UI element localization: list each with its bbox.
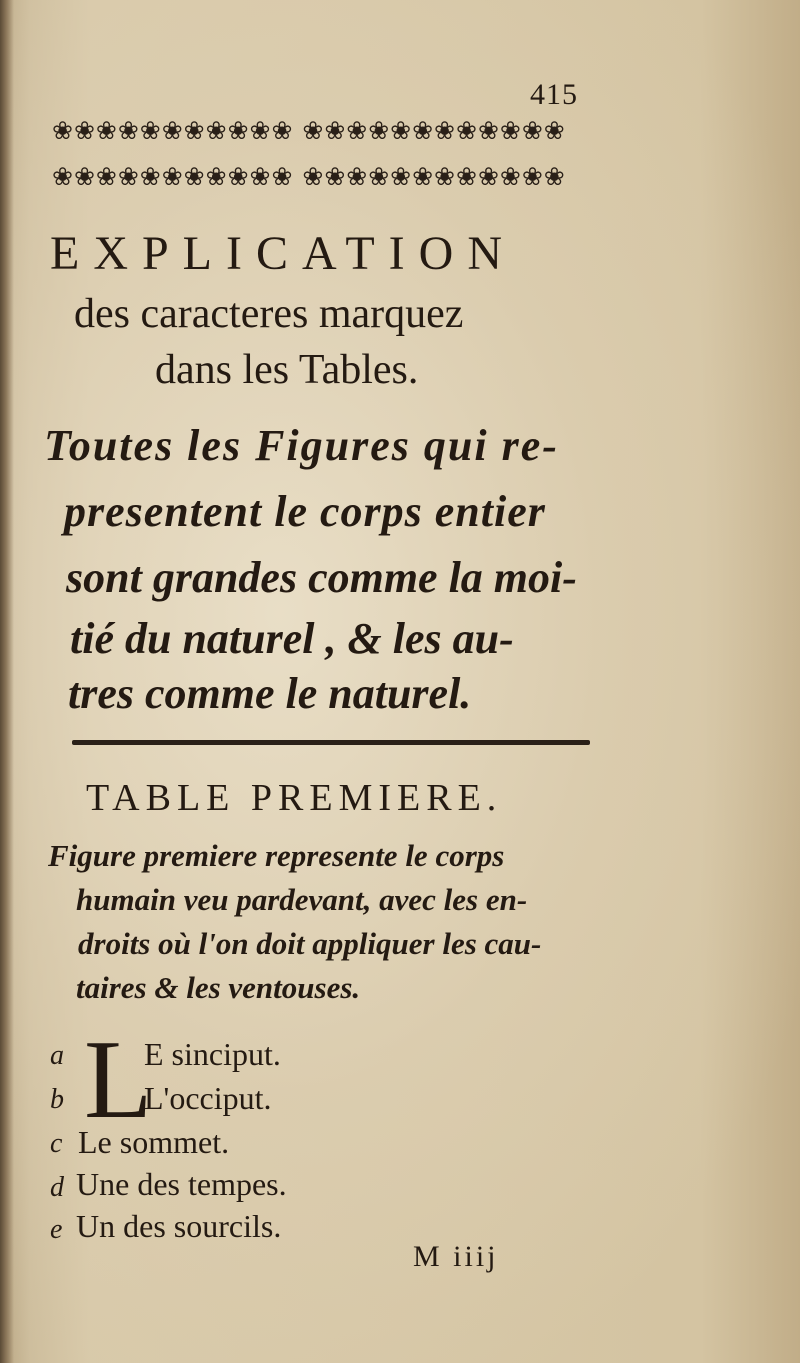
- intro-line: Toutes les Figures qui re-: [44, 421, 559, 470]
- signature-mark: M iiij: [413, 1240, 499, 1273]
- page-number: 415: [530, 78, 578, 111]
- description-line: taires & les ventouses.: [76, 970, 361, 1005]
- chapter-title: EXPLICATION: [50, 227, 516, 280]
- entry-key: c: [50, 1128, 63, 1159]
- book-spine-shadow: [0, 0, 14, 1363]
- table-heading: TABLE PREMIERE.: [86, 777, 503, 819]
- drop-cap: L: [84, 1018, 153, 1142]
- intro-line: tié du naturel , & les au-: [70, 614, 514, 663]
- entry-text: E sinciput.: [144, 1036, 281, 1072]
- entry-key: d: [50, 1172, 64, 1203]
- chapter-subtitle-line-2: dans les Tables.: [155, 347, 419, 393]
- intro-line: tres comme le naturel.: [68, 669, 472, 718]
- entry-text: Un des sourcils.: [76, 1208, 282, 1244]
- entry-text: Une des tempes.: [76, 1166, 287, 1202]
- description-line: droits où l'on doit appliquer les cau-: [78, 926, 542, 961]
- entry-text: L'occiput.: [144, 1080, 272, 1116]
- entry-key: a: [50, 1040, 64, 1071]
- intro-line: sont grandes comme la moi-: [66, 553, 577, 602]
- entry-key: e: [50, 1214, 63, 1245]
- description-line: humain veu pardevant, avec les en-: [76, 882, 528, 917]
- horizontal-rule: [72, 740, 590, 745]
- ornament-band-bottom: ❀❀❀❀❀❀❀❀❀❀❀ ❀❀❀❀❀❀❀❀❀❀❀❀: [52, 162, 566, 191]
- entry-text: Le sommet.: [78, 1124, 230, 1160]
- entry-key: b: [50, 1084, 64, 1115]
- description-line: Figure premiere represente le corps: [48, 838, 505, 873]
- intro-line: presentent le corps entier: [64, 487, 546, 536]
- ornament-band-top: ❀❀❀❀❀❀❀❀❀❀❀ ❀❀❀❀❀❀❀❀❀❀❀❀: [52, 116, 566, 145]
- chapter-subtitle-line-1: des caracteres marquez: [74, 291, 464, 337]
